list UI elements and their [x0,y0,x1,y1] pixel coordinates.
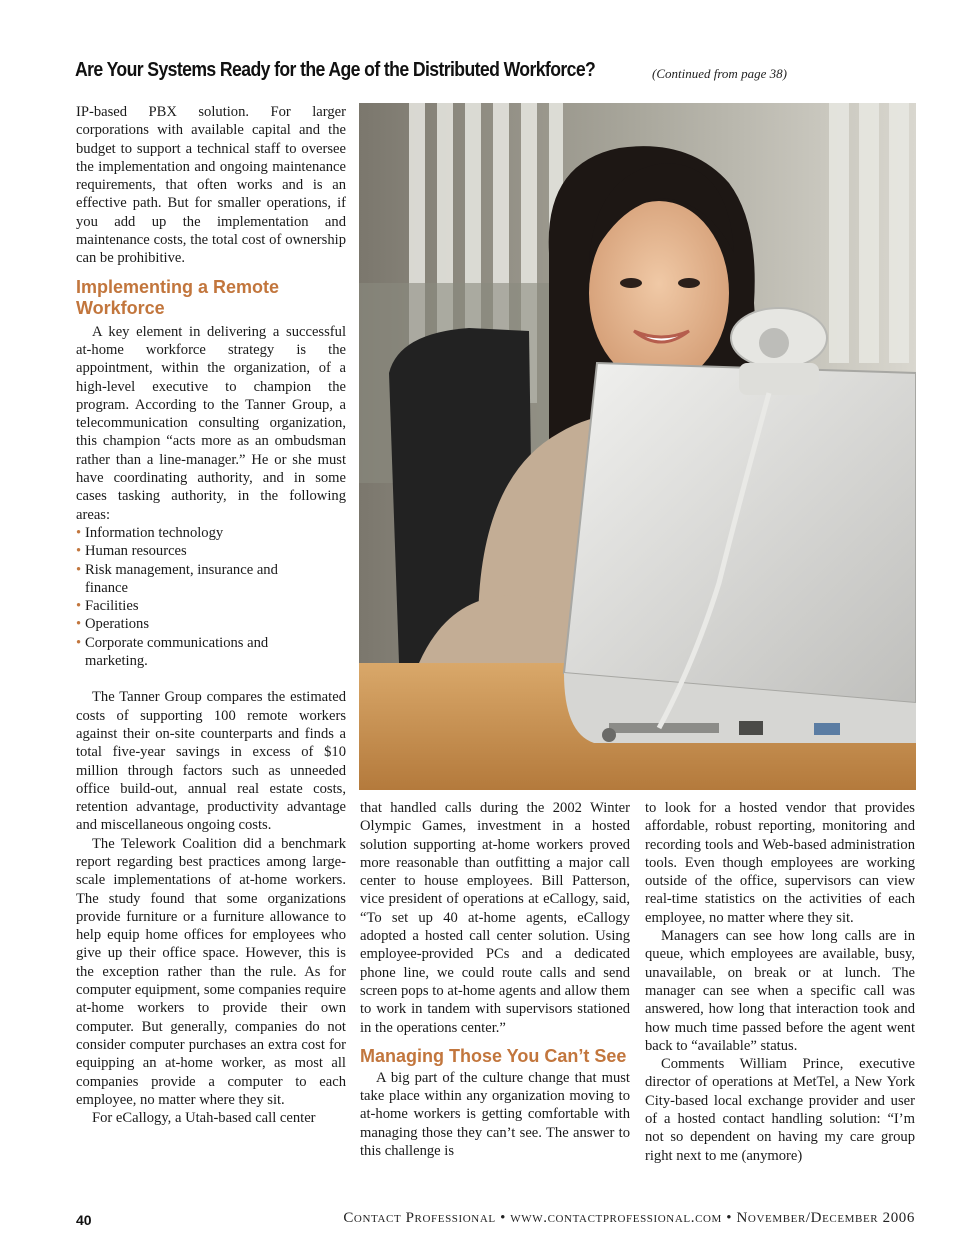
publication-info: Contact Professional • www.contactprofessional.com • November/December 2006 [343,1210,915,1226]
paragraph: A key element in delivering a successful at-home workforce strategy is the appointment, within the organization, of a high-level executive to champion the program. According to the Tanner Group, a telecommunication consulting organization, this champion “acts more as an ombudsman rather than a line-manager.” He or she must have coordinating authority, and in some cases tasking authority, in the following areas: [76,323,346,523]
list-item: • Risk management, insurance and finance [76,561,285,598]
list-item: • Information technology [76,524,346,542]
paragraph: A big part of the culture change that must take place within any organization moving to at-home workers is getting comfortable with managing those they can’t see. The answer to this challenge is [360,1069,630,1160]
section-heading: Implementing a Remote Workforce [76,276,280,318]
list-item: • Facilities [76,597,346,615]
areas-list [76,524,346,670]
column-2 [360,799,630,1160]
paragraph: Comments William Prince, executive director of operations at MetTel, a New York City-based local exchange provider and user of a hosted contact handling solution: “I’m not so dependent on having my care group right next to me (anymore) [645,1056,915,1164]
list-item: • Human resources [76,542,346,560]
continued-note: (Continued from page 38) [652,66,787,81]
section-heading: Managing Those You Can’t See [360,1045,627,1066]
column-3 [645,799,915,1165]
page-footer [0,1208,960,1232]
list-item: • Corporate communications and marketing. [76,634,285,671]
paragraph: IP-based PBX solution. For larger corporations with available capital and the budget to support a technical staff to oversee the implementation and ongoing maintenance requirements, that often works and is an effective path. But for smaller operations, if you add up the implementation and maintenance costs, the total cost of ownership can be prohibitive. [76,104,346,267]
paragraph: For eCallogy, a Utah-based call center [92,1110,316,1127]
page-title [75,58,935,82]
paragraph: to look for a hosted vendor that provides affordable, robust reporting, monitoring and recording tools and Web-based administration tools. Even though employees are working outside of the office, supervisors can view real-time statistics on the activities of each employee, no matter where they sit. [645,800,915,926]
paragraph: that handled calls during the 2002 Winter Olympic Games, investment in a hosted solution supporting at-home workers proved more reasonable than outfitting a major call center to house employees. Bill Patterson, vice president of operations at eCallogy, said, “To set up 40 at-home agents, eCallogy adopted a hosted call center solution. Using employee-provided PCs and a dedicated phone line, we could route calls and send screen pops to at-home agents and allow them to work in tandem with supervisors stationed in the operations center.” [360,800,630,1036]
page-number: 40 [76,1212,92,1228]
list-item: • Operations [76,615,346,633]
paragraph: The Tanner Group compares the estimated costs of supporting 100 remote workers against their on-site counterparts and finds a total five-year savings in excess of $10 million through factors such as unneeded office build-out, annual real estate costs, retention advantage, productivity advantage and miscellaneous ongoing costs. [76,689,346,834]
paragraph: The Telework Coalition did a benchmark report regarding best practices among large-scale implementations of at-home workers. The study found that some organizations provide furniture or a furniture allowance to help equip home offices for employees who give up their office space. However, this is the exception rather than the rule. As for computer equipment, some companies require at-home workers to provide their own computer. But generally, companies do not consider computer purchases an extra cost for equipping an at-home worker, as most all companies provide a computer to each employee, no matter where they sit. [76,835,346,1108]
article-title: Are Your Systems Ready for the Age of the Distributed Workforce? [75,58,596,81]
woman-laptop-photo [359,103,916,790]
column-1 [76,103,346,1127]
paragraph: Managers can see how long calls are in queue, which employees are available, busy, unavailable, on break or at lunch. The manager can see when a specific call was answered, how long that interaction took and how much time passed before the agent went back to “available” status. [645,928,915,1054]
